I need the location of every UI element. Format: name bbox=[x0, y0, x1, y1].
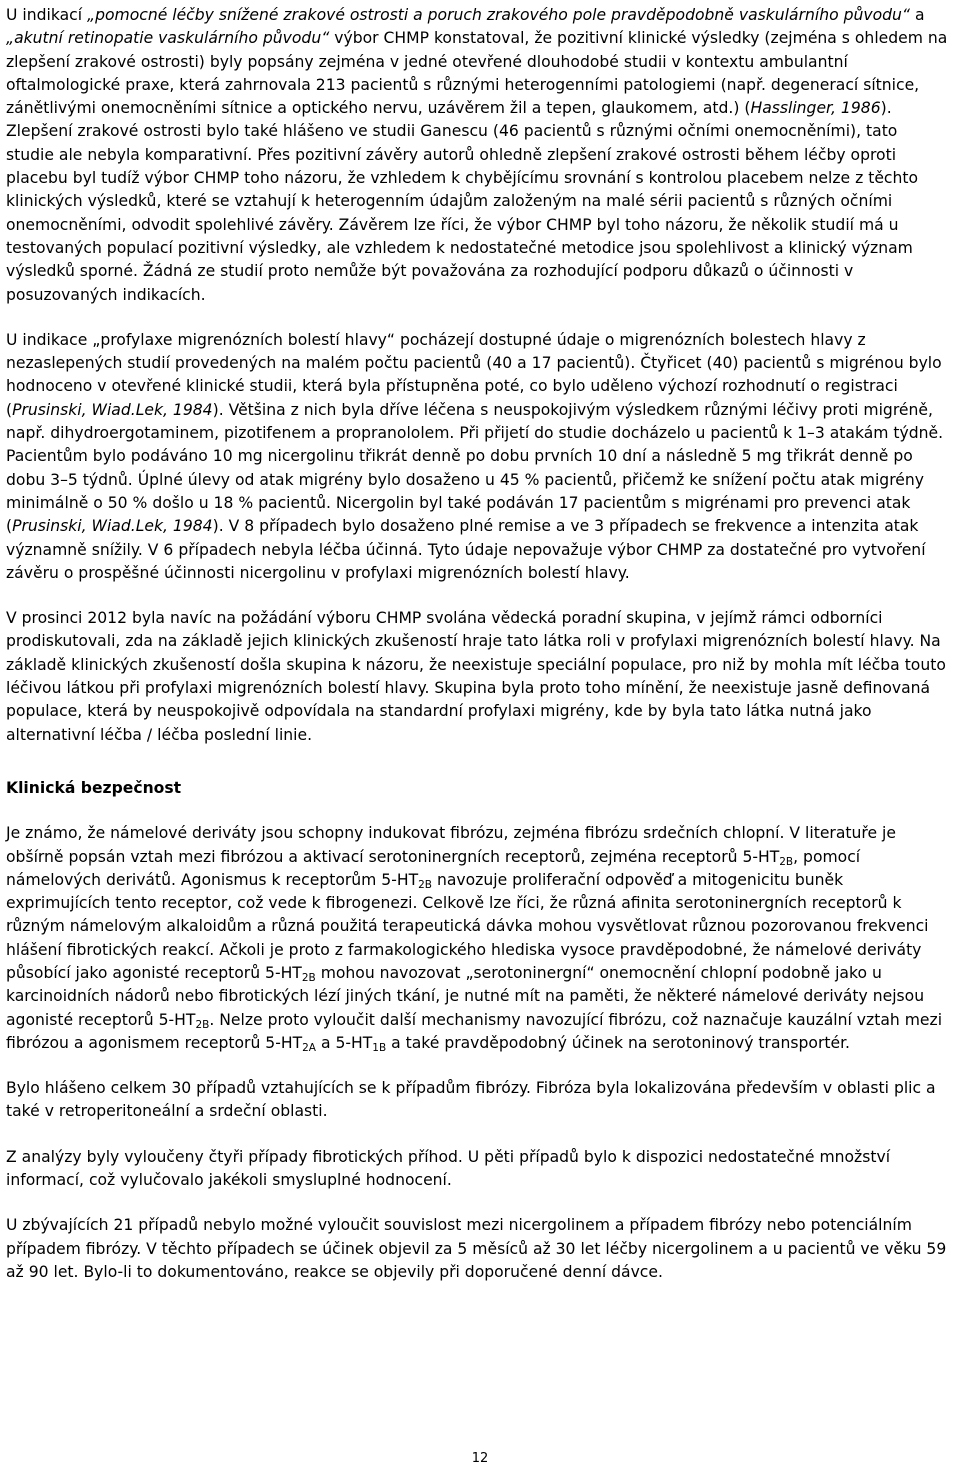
text-run: U indikací bbox=[6, 6, 87, 24]
text-run: U indikace „profylaxe migrenózních bolestí hlavy“ pocházejí dostupné údaje o migrenózních bolestech hlavy z nezaslepených studií provedených na malém počtu pacientů (40 a 17 pacientů). Čtyřicet (40) pacientů s migrénou bylo hodnoceno v otevřené klinické studii, která byla přístupněna poté, co bylo uděleno výchozí rozhodnutí o registraci ( bbox=[6, 330, 942, 419]
paragraph-excluded-cases: Z analýzy byly vyloučeny čtyři případy fibrotických příhod. U pěti případů bylo k dispozici nedostatečné množství informací, což vylučovalo jakékoli smysluplné hodnocení. bbox=[6, 1147, 891, 1190]
receptor-subscript: 2B bbox=[301, 971, 316, 984]
text-run: Je známo, že námelové deriváty jsou schopny indukovat fibrózu, zejména fibrózu srdečních chlopní. V literatuře je obšírně popsán vztah mezi fibrózou a aktivací serotoninergních receptorů, zejména receptorů 5-HT bbox=[6, 824, 896, 866]
document-page bbox=[6, 4, 950, 1284]
indication-name-italic: „akutní retinopatie vaskulárního původu“ bbox=[6, 29, 330, 48]
indication-name-italic: „pomocné léčby snížené zrakové ostrosti a poruch zrakového pole pravděpodobně vaskulárního původu“ bbox=[87, 6, 910, 24]
paragraph-fibrosis-mechanism bbox=[6, 822, 950, 1055]
section-heading-clinical-safety: Klinická bezpečnost bbox=[6, 778, 182, 797]
paragraph-remaining-cases: U zbývajících 21 případů nebylo možné vyloučit souvislost mezi nicergolinem a případem fibrózy nebo potenciálním případem fibrózy. V těchto případech se účinek objevil za 5 měsíců až 30 let léčby nicergolinem a u pacientů ve věku 59 až 90 let. Bylo-li to dokumentováno, reakce se objevily při doporučené denní dávce. bbox=[6, 1216, 947, 1281]
text-run: ). Většina z nich byla dříve léčena s neuspokojivým výsledkem různými léčivy proti migréně, např. dihydroergotaminem, pizotifenem a propranololem. Při přijetí do studie docházelo u pacientů k 1–3 atakám týdně. Pacientům bylo podáváno 10 mg nicergolinu třikrát denně po dobu prvních 10 dní a následně 5 mg třikrát denně po dobu 3–5 týdnů. Úplné úlevy od atak migrény bylo dosaženo u 45 % pacientů, přičemž ke snížení počtu atak migrény minimálně o 50 % došlo u 18 % pacientů. Nicergolin byl také podáván 17 pacientům s migrénami pro prevenci atak ( bbox=[6, 400, 944, 536]
citation-italic: Prusinski, Wiad.Lek, 1984 bbox=[12, 400, 213, 419]
text-run: mohou navozovat „serotoninergní“ onemocnění chlopní podobně jako u karcinoidních nádorů nebo fibrotických lézí jiných tkání, je nutné mít na paměti, že některé námelové deriváty nejsou agonisté receptorů 5-HT bbox=[6, 963, 925, 1029]
text-run: a bbox=[909, 6, 925, 24]
citation-italic: Prusinski, Wiad.Lek, 1984 bbox=[12, 517, 213, 536]
text-run: a 5-HT bbox=[315, 1033, 373, 1052]
text-run: , pomocí námelových derivátů. Agonismus k receptorům 5-HT bbox=[6, 847, 861, 889]
receptor-subscript: 1B bbox=[372, 1041, 387, 1054]
text-run: výbor CHMP konstatoval, že pozitivní klinické výsledky (zejména s ohledem na zlepšení zrakové ostrosti) byly popsány zejména v jedné otevřené dlouhodobé studii v kontextu ambulantní oftalmologické praxe, která zahrnovala 213 pacientů s různými heterogenními patologiemi (např. degenerací sítnice, zánětlivými onemocněními sítnice a optického nervu, uzávěrem žil a tepen, glaukomem, atd.) ( bbox=[6, 29, 948, 118]
receptor-subscript: 2B bbox=[195, 1018, 210, 1031]
text-run: ). V 8 případech bylo dosaženo plné remise a ve 3 případech se frekvence a intenzita atak významně snížily. V 6 případech nebyla léčba účinná. Tyto údaje nepovažuje výbor CHMP za dostatečné pro vytvoření závěru o prospěšné účinnosti nicergolinu v profylaxi migrenózních bolestí hlavy. bbox=[6, 517, 926, 582]
text-run: navozuje proliferační odpověď a mitogenicitu buněk exprimujících tento receptor, což vede k fibrogenezi. Celkově lze říci, že různá afinita serotoninergních receptorů k různým námelovým alkaloidům a různá použitá terapeutická dávka mohou vysvětlovat různou pozorovanou frekvenci hlášení fibrotických reakcí. Ačkoli je proto z farmakologického hlediska vysoce pravděpodobné, že námelové deriváty působící jako agonisté receptorů 5-HT bbox=[6, 870, 929, 982]
text-run: . Nelze proto vyloučit další mechanismy navozující fibrózu, což naznačuje kauzální vztah mezi fibrózou a agonismem receptorů 5-HT bbox=[6, 1010, 943, 1052]
receptor-subscript: 2B bbox=[418, 878, 432, 891]
paragraph-fibrosis-cases: Bylo hlášeno celkem 30 případů vztahujících se k případům fibrózy. Fibróza byla lokalizována především v oblasti plic a také v retroperitoneální a srdeční oblasti. bbox=[6, 1079, 936, 1121]
page-number: 12 bbox=[471, 1451, 489, 1466]
receptor-subscript: 2B bbox=[779, 855, 794, 868]
text-run: a také pravděpodobný účinek na serotoninový transportér. bbox=[386, 1033, 851, 1052]
paragraph-indications-vision bbox=[6, 4, 950, 307]
paragraph-migraine-prophylaxis bbox=[6, 329, 950, 585]
citation-italic: Hasslinger, 1986 bbox=[750, 99, 881, 118]
text-run: ). Zlepšení zrakové ostrosti bylo také hlášeno ve studii Ganescu (46 pacientů s různými očními onemocněními), tato studie ale nebyla komparativní. Přes pozitivní závěry autorů ohledně zlepšení zrakové ostrosti během léčby oproti placebu byl tudíž výbor CHMP toho názoru, že vzhledem k chybějícímu srovnání s kontrolou placebem nelze z těchto klinických výsledků, které se vztahují k heterogenním údajům založeným na malé sérii pacientů s různých očními onemocněními, odvodit spolehlivé závěry. Závěrem lze říci, že výbor CHMP byl toho názoru, že několik studií má u testovaných populací pozitivní výsledky, ale vzhledem k nedostatečné metodice jsou spolehlivost a klinický význam výsledků sporné. Žádná ze studií proto nemůže být považována za rozhodující podporu důkazů o účinnosti v posuzovaných indikacích. bbox=[6, 99, 919, 304]
receptor-subscript: 2A bbox=[302, 1041, 316, 1054]
paragraph-advisory-group: V prosinci 2012 byla navíc na požádání výboru CHMP svolána vědecká poradní skupina, v jejímž rámci odborníci prodiskutovali, zda na základě jejich klinických zkušeností hraje tato látka roli v profylaxi migrenózních bolestí hlavy. Na základě klinických zkušeností došla skupina k názoru, že neexistuje speciální populace, pro niž by mohla mít léčba touto léčivou látkou při profylaxi migrenózních bolestí hlavy. Skupina byla proto toho mínění, že neexistuje jasně definovaná populace, která by neuspokojivě odpovídala na standardní profylaxi migrény, kde by byla tato látka nutná jako alternativní léčba / léčba poslední linie. bbox=[6, 609, 946, 744]
